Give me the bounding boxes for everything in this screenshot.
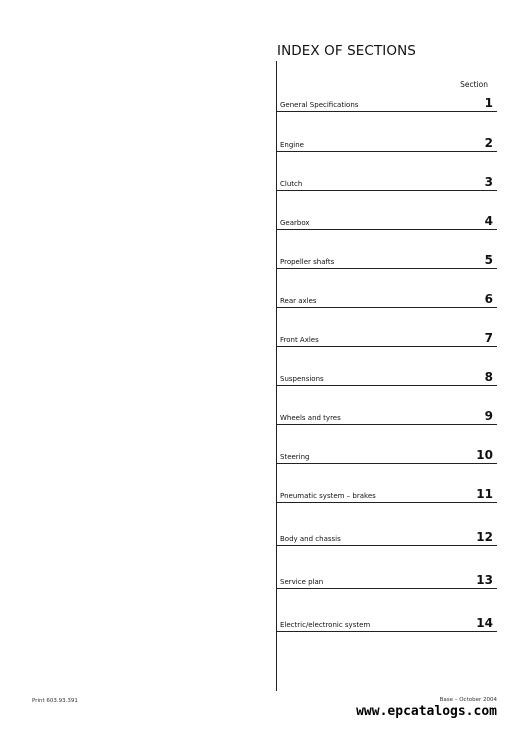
index-row-gearbox[interactable] xyxy=(277,215,497,230)
index-label: General Specifications xyxy=(280,101,359,109)
index-number: 14 xyxy=(476,616,493,630)
index-label: Body and chassis xyxy=(280,535,341,543)
index-number: 6 xyxy=(484,292,493,306)
index-number: 1 xyxy=(484,96,493,110)
edition-date: Base – October 2004 xyxy=(439,697,497,703)
index-number: 13 xyxy=(476,573,493,587)
index-label: Clutch xyxy=(280,180,303,188)
index-row-clutch[interactable] xyxy=(277,176,497,191)
index-label: Service plan xyxy=(280,578,324,586)
index-row-general-specifications[interactable] xyxy=(277,97,497,112)
index-number: 9 xyxy=(484,409,493,423)
index-row-service-plan[interactable] xyxy=(277,574,497,589)
index-row-propeller-shafts[interactable] xyxy=(277,254,497,269)
index-label: Electric/electronic system xyxy=(280,621,371,629)
index-row-wheels-and-tyres[interactable] xyxy=(277,410,497,425)
index-number: 8 xyxy=(484,370,493,384)
index-row-steering[interactable] xyxy=(277,449,497,464)
page-title: INDEX OF SECTIONS xyxy=(277,43,416,59)
section-column-header: Section xyxy=(460,80,488,89)
index-number: 11 xyxy=(476,487,493,501)
index-label: Engine xyxy=(280,141,304,149)
index-label: Gearbox xyxy=(280,219,310,227)
index-label: Propeller shafts xyxy=(280,258,335,266)
index-label: Wheels and tyres xyxy=(280,414,341,422)
index-number: 4 xyxy=(484,214,493,228)
index-number: 12 xyxy=(476,530,493,544)
index-number: 5 xyxy=(484,253,493,267)
index-number: 3 xyxy=(484,175,493,189)
index-row-body-and-chassis[interactable] xyxy=(277,531,497,546)
index-row-engine[interactable] xyxy=(277,137,497,152)
index-number: 2 xyxy=(484,136,493,150)
index-label: Suspensions xyxy=(280,375,324,383)
index-label: Pneumatic system – brakes xyxy=(280,492,376,500)
watermark-url: www.epcatalogs.com xyxy=(356,704,497,719)
index-label: Steering xyxy=(280,453,310,461)
index-row-suspensions[interactable] xyxy=(277,371,497,386)
index-label: Front Axles xyxy=(280,336,319,344)
index-number: 7 xyxy=(484,331,493,345)
print-code: Print 603.93.391 xyxy=(32,698,78,704)
index-row-rear-axles[interactable] xyxy=(277,293,497,308)
index-row-front-axles[interactable] xyxy=(277,332,497,347)
index-number: 10 xyxy=(476,448,493,462)
index-label: Rear axles xyxy=(280,297,317,305)
index-row-electric-electronic-system[interactable] xyxy=(277,617,497,632)
index-row-pneumatic-system-brakes[interactable] xyxy=(277,488,497,503)
